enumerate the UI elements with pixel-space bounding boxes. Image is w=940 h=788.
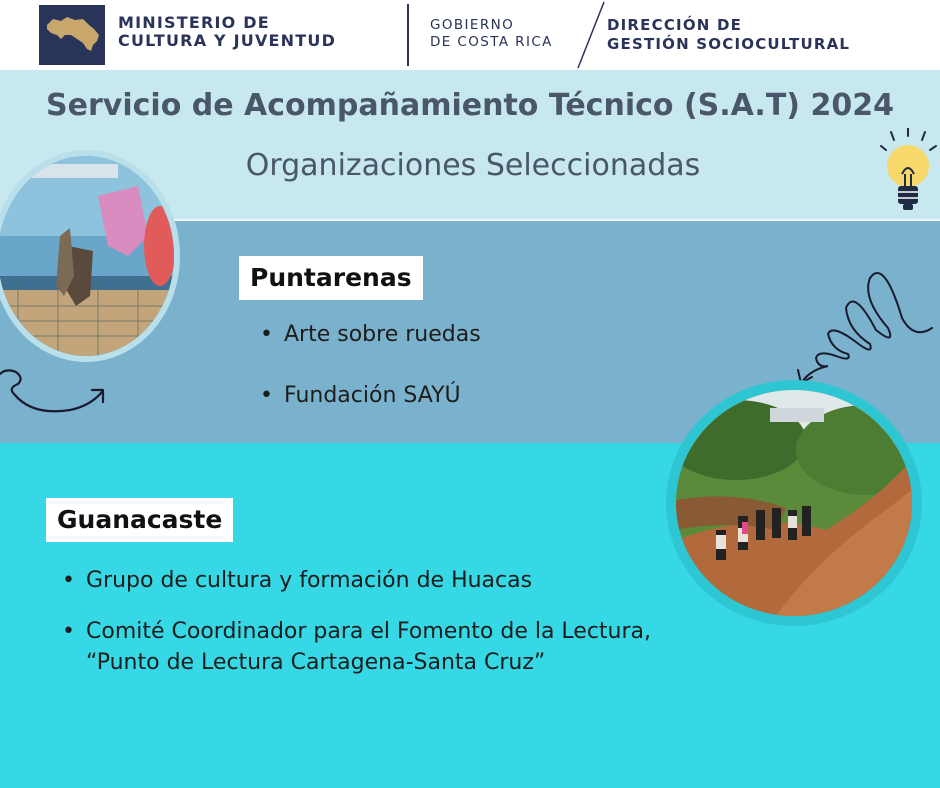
lightbulb-icon (880, 128, 940, 220)
spiral-arrow-icon (792, 258, 932, 388)
costa-rica-map-icon (39, 5, 105, 65)
government-name (430, 17, 553, 51)
dir-line-2: GESTIÓN SOCIOCULTURAL (607, 35, 851, 53)
ministry-line-1: MINISTERIO DE (118, 13, 270, 32)
ministry-name (118, 14, 336, 50)
header-divider (407, 4, 409, 66)
direction-name (607, 16, 850, 54)
list-item-line-1: Comité Coordinador para el Fomento de la Lectura, (86, 619, 652, 644)
slash-divider (574, 0, 608, 70)
guanacaste-list (62, 565, 651, 678)
puntarenas-list (260, 322, 481, 408)
gob-line-1: GOBIERNO (430, 17, 515, 33)
region-label-puntarenas: Puntarenas (239, 256, 423, 300)
list-item: • Arte sobre ruedas (260, 322, 481, 347)
list-item: • Fundación SAYÚ (260, 383, 481, 408)
dir-line-1: DIRECCIÓN DE (607, 16, 743, 34)
page-subtitle: Organizaciones Seleccionadas (245, 148, 701, 183)
mural-photo (0, 150, 180, 362)
curly-arrow-icon (0, 362, 112, 420)
region-label-guanacaste: Guanacaste (46, 498, 233, 542)
list-item: • Grupo de cultura y formación de Huacas (62, 565, 651, 596)
ministry-logo (39, 5, 105, 65)
page-title: Servicio de Acompañamiento Técnico (S.A.T) 2024 (46, 88, 894, 123)
list-item (62, 616, 651, 678)
list-item-line-2: “Punto de Lectura Cartagena-Santa Cruz” (86, 650, 546, 675)
ministry-line-2: CULTURA Y JUVENTUD (118, 31, 337, 50)
header-bar (0, 0, 940, 70)
gob-line-2: DE COSTA RICA (430, 34, 553, 50)
dirt-road-photo (666, 380, 922, 626)
